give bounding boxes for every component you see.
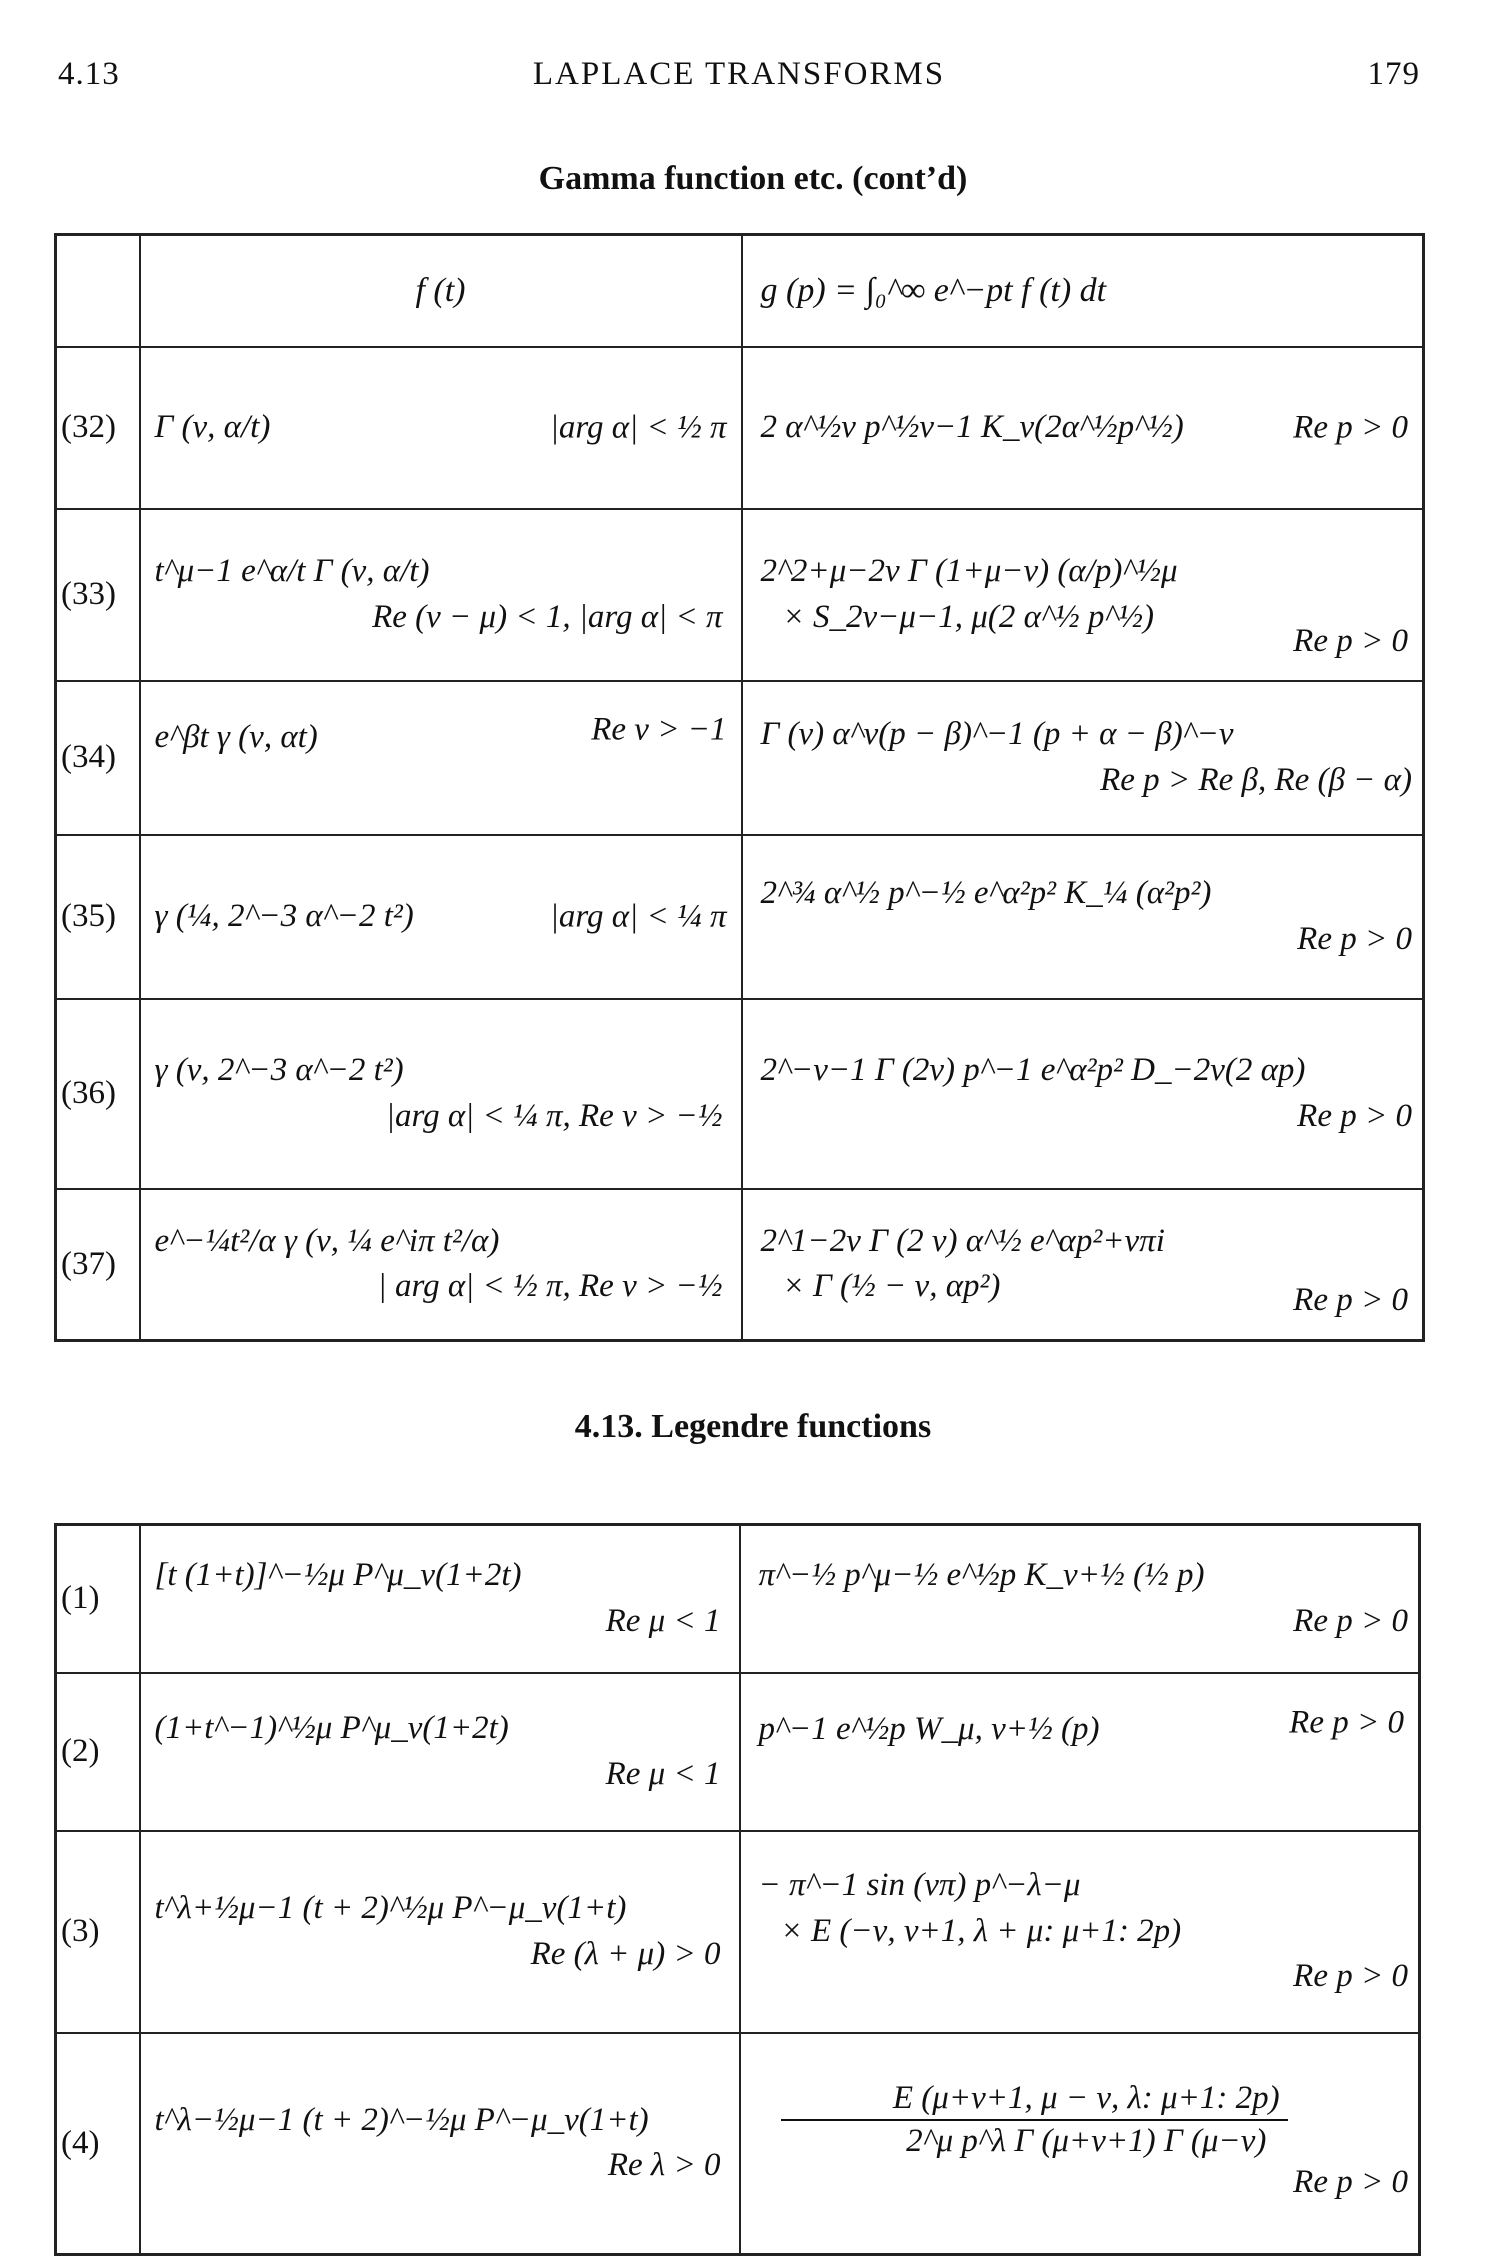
f-cell xyxy=(140,2033,740,2255)
fraction-denominator: 2^μ p^λ Γ (μ+ν+1) Γ (μ−ν) xyxy=(906,2123,1267,2160)
f-expression: e^βt γ (ν, αt) xyxy=(154,718,318,755)
legendre-caption: 4.13. Legendre functions xyxy=(574,1408,932,1445)
row-number: (34) xyxy=(56,681,140,835)
g-cell xyxy=(742,347,1424,509)
f-expression: t^λ−½μ−1 (t + 2)^−½μ P^−μ_ν(1+t) xyxy=(154,2101,649,2138)
f-expression: Γ (ν, α/t) xyxy=(154,408,271,445)
g-condition: Re p > 0 xyxy=(1293,1282,1408,1318)
g-expression: 2^¾ α^½ p^−½ e^α²p² K_¼ (α²p²) xyxy=(760,874,1212,911)
f-cell xyxy=(140,347,742,509)
g-condition: Re p > 0 xyxy=(1293,622,1408,659)
row-number: (3) xyxy=(56,1831,140,2033)
row-number: (1) xyxy=(56,1525,140,1673)
g-cell xyxy=(742,835,1424,999)
section-number: 4.13 xyxy=(58,56,120,92)
f-cell xyxy=(140,835,742,999)
g-expression: − π^−1 sin (νπ) p^−λ−μ xyxy=(758,1867,1081,1904)
running-title: LAPLACE TRANSFORMS xyxy=(532,56,946,92)
fraction-bar xyxy=(781,2119,1289,2121)
table-row xyxy=(56,509,1424,681)
g-expression: 2^1−2ν Γ (2 ν) α^½ e^αp²+νπi xyxy=(760,1222,1165,1259)
row-number: (36) xyxy=(56,999,140,1189)
table-row xyxy=(56,1189,1424,1341)
f-condition: | arg α| < ½ π, Re ν > −½ xyxy=(377,1268,723,1305)
g-cell xyxy=(742,509,1424,681)
g-cell xyxy=(742,1189,1424,1341)
g-cell xyxy=(742,681,1424,835)
table-row xyxy=(56,1525,1420,1673)
page-number: 179 xyxy=(1367,56,1420,92)
f-condition: |arg α| < ¼ π, Re ν > −½ xyxy=(385,1097,723,1134)
row-number: (32) xyxy=(56,347,140,509)
g-cell xyxy=(740,1831,1420,2033)
row-number: (4) xyxy=(56,2033,140,2255)
g-expression-continued: × E (−ν, ν+1, λ + μ: μ+1: 2p) xyxy=(780,1912,1182,1949)
f-cell xyxy=(140,999,742,1189)
g-condition: Re p > 0 xyxy=(1297,920,1412,957)
row-number: (37) xyxy=(56,1189,140,1341)
page-header xyxy=(58,56,1420,96)
f-cell xyxy=(140,1673,740,1831)
f-expression: [t (1+t)]^−½μ P^μ_ν(1+2t) xyxy=(154,1557,522,1594)
table-row xyxy=(56,835,1424,999)
f-condition: Re (λ + μ) > 0 xyxy=(530,1935,721,1972)
gamma-table xyxy=(54,233,1425,1342)
g-cell xyxy=(742,999,1424,1189)
g-condition: Re p > 0 xyxy=(1293,1958,1408,1995)
g-cell xyxy=(740,1673,1420,1831)
f-cell xyxy=(140,681,742,835)
table-row xyxy=(56,1831,1420,2033)
g-condition: Re p > 0 xyxy=(1293,2164,1408,2201)
f-expression: t^μ−1 e^α/t Γ (ν, α/t) xyxy=(154,552,430,589)
table-row xyxy=(56,2033,1420,2255)
f-condition: |arg α| < ¼ π xyxy=(549,898,727,934)
g-condition: Re p > 0 xyxy=(1289,1704,1404,1741)
row-number: (2) xyxy=(56,1673,140,1831)
table-header-row xyxy=(56,235,1424,347)
g-expression-continued: × S_2ν−μ−1, μ(2 α^½ p^½) xyxy=(782,598,1154,635)
g-condition: Re p > Re β, Re (β − α) xyxy=(1100,761,1412,798)
table-row xyxy=(56,681,1424,835)
row-number: (33) xyxy=(56,509,140,681)
f-expression: γ (ν, 2^−3 α^−2 t²) xyxy=(154,1051,404,1088)
g-cell xyxy=(740,2033,1420,2255)
f-condition: Re λ > 0 xyxy=(607,2147,721,2184)
f-cell xyxy=(140,1525,740,1673)
g-header: g (p) = ∫₀^∞ e^−pt f (t) dt xyxy=(742,235,1424,347)
f-header: f (t) xyxy=(140,235,742,347)
f-condition: |arg α| < ½ π xyxy=(549,409,727,445)
legendre-table xyxy=(54,1523,1421,2256)
f-expression: γ (¼, 2^−3 α^−2 t²) xyxy=(154,897,414,934)
number-header-cell xyxy=(56,235,140,347)
f-condition: Re (ν − μ) < 1, |arg α| < π xyxy=(372,598,723,635)
g-condition: Re p > 0 xyxy=(1293,1602,1408,1639)
g-expression: Γ (ν) α^ν(p − β)^−1 (p + α − β)^−ν xyxy=(760,715,1234,752)
g-condition: Re p > 0 xyxy=(1297,1097,1412,1134)
g-expression: π^−½ p^μ−½ e^½p K_ν+½ (½ p) xyxy=(758,1557,1205,1594)
g-expression: p^−1 e^½p W_μ, ν+½ (p) xyxy=(758,1710,1100,1747)
table-row xyxy=(56,1673,1420,1831)
g-expression: 2 α^½ν p^½ν−1 K_ν(2α^½p^½) xyxy=(760,408,1184,445)
gamma-caption: Gamma function etc. (cont’d) xyxy=(538,160,968,197)
f-condition: Re μ < 1 xyxy=(605,1755,721,1792)
f-expression: (1+t^−1)^½μ P^μ_ν(1+2t) xyxy=(154,1709,509,1746)
g-expression: 2^−ν−1 Γ (2ν) p^−1 e^α²p² D_−2ν(2 αp) xyxy=(760,1051,1306,1088)
f-condition: Re ν > −1 xyxy=(591,711,727,748)
g-condition: Re p > 0 xyxy=(1293,409,1408,445)
g-expression: 2^2+μ−2ν Γ (1+μ−ν) (α/p)^½μ xyxy=(760,552,1178,589)
g-expression-continued: × Γ (½ − ν, αp²) xyxy=(782,1268,1001,1305)
table-row xyxy=(56,347,1424,509)
f-expression: t^λ+½μ−1 (t + 2)^½μ P^−μ_ν(1+t) xyxy=(154,1889,627,1926)
fraction-numerator: E (μ+ν+1, μ − ν, λ: μ+1: 2p) xyxy=(892,2080,1280,2117)
f-expression: e^−¼t²/α γ (ν, ¼ e^iπ t²/α) xyxy=(154,1222,500,1259)
f-cell xyxy=(140,1831,740,2033)
f-cell xyxy=(140,1189,742,1341)
f-cell xyxy=(140,509,742,681)
f-condition: Re μ < 1 xyxy=(605,1602,721,1639)
g-cell xyxy=(740,1525,1420,1673)
row-number: (35) xyxy=(56,835,140,999)
table-row xyxy=(56,999,1424,1189)
